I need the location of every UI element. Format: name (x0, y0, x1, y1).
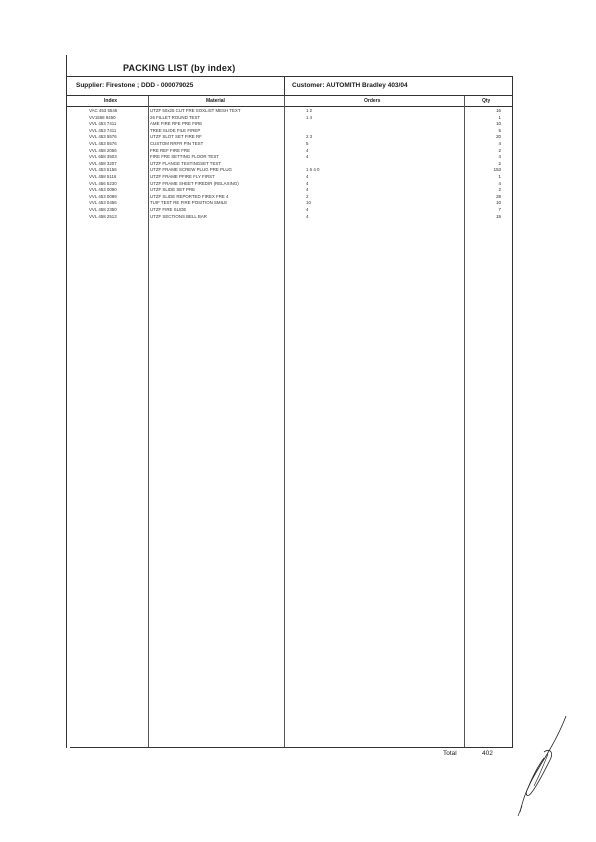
header-divider (66, 95, 513, 96)
row-orders: 5 (306, 140, 309, 146)
packing-list-sheet (66, 55, 514, 748)
row-qty: 4 (498, 180, 501, 186)
row-orders: 1 4 (306, 114, 313, 120)
row-index: VAC 453 5546 (89, 108, 118, 113)
table-row (66, 181, 513, 188)
row-qty: 15 (496, 213, 501, 219)
row-material: UTZF 50x25 CUT FRE SOXLIST MESH TEXT (150, 108, 241, 113)
row-orders: 4 (306, 206, 309, 212)
row-material: UTZF FLANGE TESTINGSET TEST (150, 160, 221, 166)
total-label: Total (443, 750, 457, 757)
table-row (66, 207, 513, 214)
row-qty: 16 (496, 108, 501, 113)
row-orders: 4 (306, 180, 309, 186)
row-orders: 1 2 (306, 108, 313, 113)
row-index: VVL 453 0456 (89, 200, 117, 206)
row-qty: 2 (498, 147, 501, 153)
row-material: UTZF FRAME PFIRE FLY FIRST (150, 173, 215, 179)
row-orders: 1 6 4 0 (306, 167, 320, 173)
row-index: VVL 453 0090 (89, 187, 117, 193)
row-index: VVL 453 7411 (89, 127, 117, 133)
row-index: VVL 453 7411 (89, 121, 117, 127)
row-qty: 2 (498, 187, 501, 193)
row-index: VVL 458 2350 (89, 206, 117, 212)
row-material: CUSTOM RRFR PIN TEST (150, 140, 204, 146)
row-qty: 20 (496, 134, 501, 140)
row-material: UTZF FIRE SLIDE (150, 206, 187, 212)
row-qty: 2 (498, 160, 501, 166)
table-row (66, 194, 513, 201)
row-qty: 5 (498, 127, 501, 133)
row-index: VVL 456 5230 (89, 180, 117, 186)
row-index: VVL 453 0089 (89, 193, 117, 199)
row-orders: 4 (306, 154, 309, 160)
row-index: VVL 453 5576 (89, 140, 117, 146)
table-row (66, 187, 513, 194)
row-index: VVL 458 2056 (89, 147, 117, 153)
title-divider (66, 76, 513, 77)
row-orders: 4 (306, 187, 309, 193)
table-row (66, 214, 513, 221)
row-qty: 153 (493, 167, 501, 173)
row-material: UTZF FRAME SCREW PLUG PRE PLUG (150, 167, 232, 173)
row-orders: 4 (306, 147, 309, 153)
column-header-index: Index (104, 98, 118, 104)
table-row (66, 148, 513, 155)
column-header-material: Material (206, 98, 225, 104)
row-qty: 7 (498, 206, 501, 212)
row-qty: 1 (498, 114, 501, 120)
frame-bottom-border (70, 747, 513, 748)
row-index: VVL 453 5156 (89, 167, 117, 173)
row-material: UTZF SECTIONS BELL BAR (150, 213, 207, 219)
table-row (66, 115, 513, 122)
row-qty: 1 (498, 173, 501, 179)
column-header-divider (66, 106, 513, 107)
packing-list-rows (66, 108, 513, 220)
table-row (66, 167, 513, 174)
row-index: VVL 658 3503 (89, 154, 117, 160)
row-qty: 4 (498, 140, 501, 146)
row-index: VVL 453 5576 (89, 134, 117, 140)
row-material: FRE REF FIRE FRE (150, 147, 191, 153)
row-orders: 2 (306, 193, 309, 199)
column-header-qty: Qty (482, 98, 491, 104)
row-material: UTZF SLOT SET FIRE RF (150, 134, 202, 140)
row-qty: 28 (496, 193, 501, 199)
table-row (66, 134, 513, 141)
row-material: 26 FILLET ROUND TEST (150, 114, 201, 120)
total-value: 402 (482, 750, 493, 757)
row-orders: 10 (306, 200, 311, 206)
row-material: UTZF SLIDE REPORTED FIREX FRE 4 (150, 193, 229, 199)
row-orders: 4 (306, 213, 309, 219)
row-material: FIRE FRE SETTING FLOOR TEST (150, 154, 219, 160)
column-header-orders: Orders (364, 98, 381, 104)
table-row (66, 154, 513, 161)
row-qty: 10 (496, 121, 501, 127)
table-row (66, 108, 513, 115)
supplier-label: Supplier: Firestone ; DDD - 000079025 (76, 82, 194, 89)
table-row (66, 200, 513, 207)
table-row (66, 128, 513, 135)
row-material: UTZF SLIDE SET PRE (150, 187, 196, 193)
row-index: VV1568 8450 (89, 114, 116, 120)
customer-label: Customer: AUTOMITH Bradley 403/04 (292, 82, 408, 89)
row-qty: 10 (496, 200, 501, 206)
row-index: VVL 458 3207 (89, 160, 117, 166)
row-material: TREE SLIDE FILE FIREP (150, 127, 201, 133)
row-material: TUIF TEST RE FIRE POSITION SMILE (150, 200, 228, 206)
handwritten-signature (510, 712, 580, 822)
document-title: PACKING LIST (by index) (123, 63, 236, 73)
table-row (66, 161, 513, 168)
table-row (66, 174, 513, 181)
row-orders: 4 (306, 173, 309, 179)
row-index: VVL 458 5116 (89, 173, 117, 179)
row-qty: 4 (498, 154, 501, 160)
row-material: UTZF FRAME SHEET FIREDIR (RELAXING) (150, 180, 239, 186)
row-material: AME FIRE RFE PRE FIRE (150, 121, 203, 127)
table-row (66, 121, 513, 128)
row-orders: 2 3 (306, 134, 313, 140)
table-row (66, 141, 513, 148)
header-separator (284, 77, 285, 95)
row-index: VVL 458 2513 (89, 213, 117, 219)
